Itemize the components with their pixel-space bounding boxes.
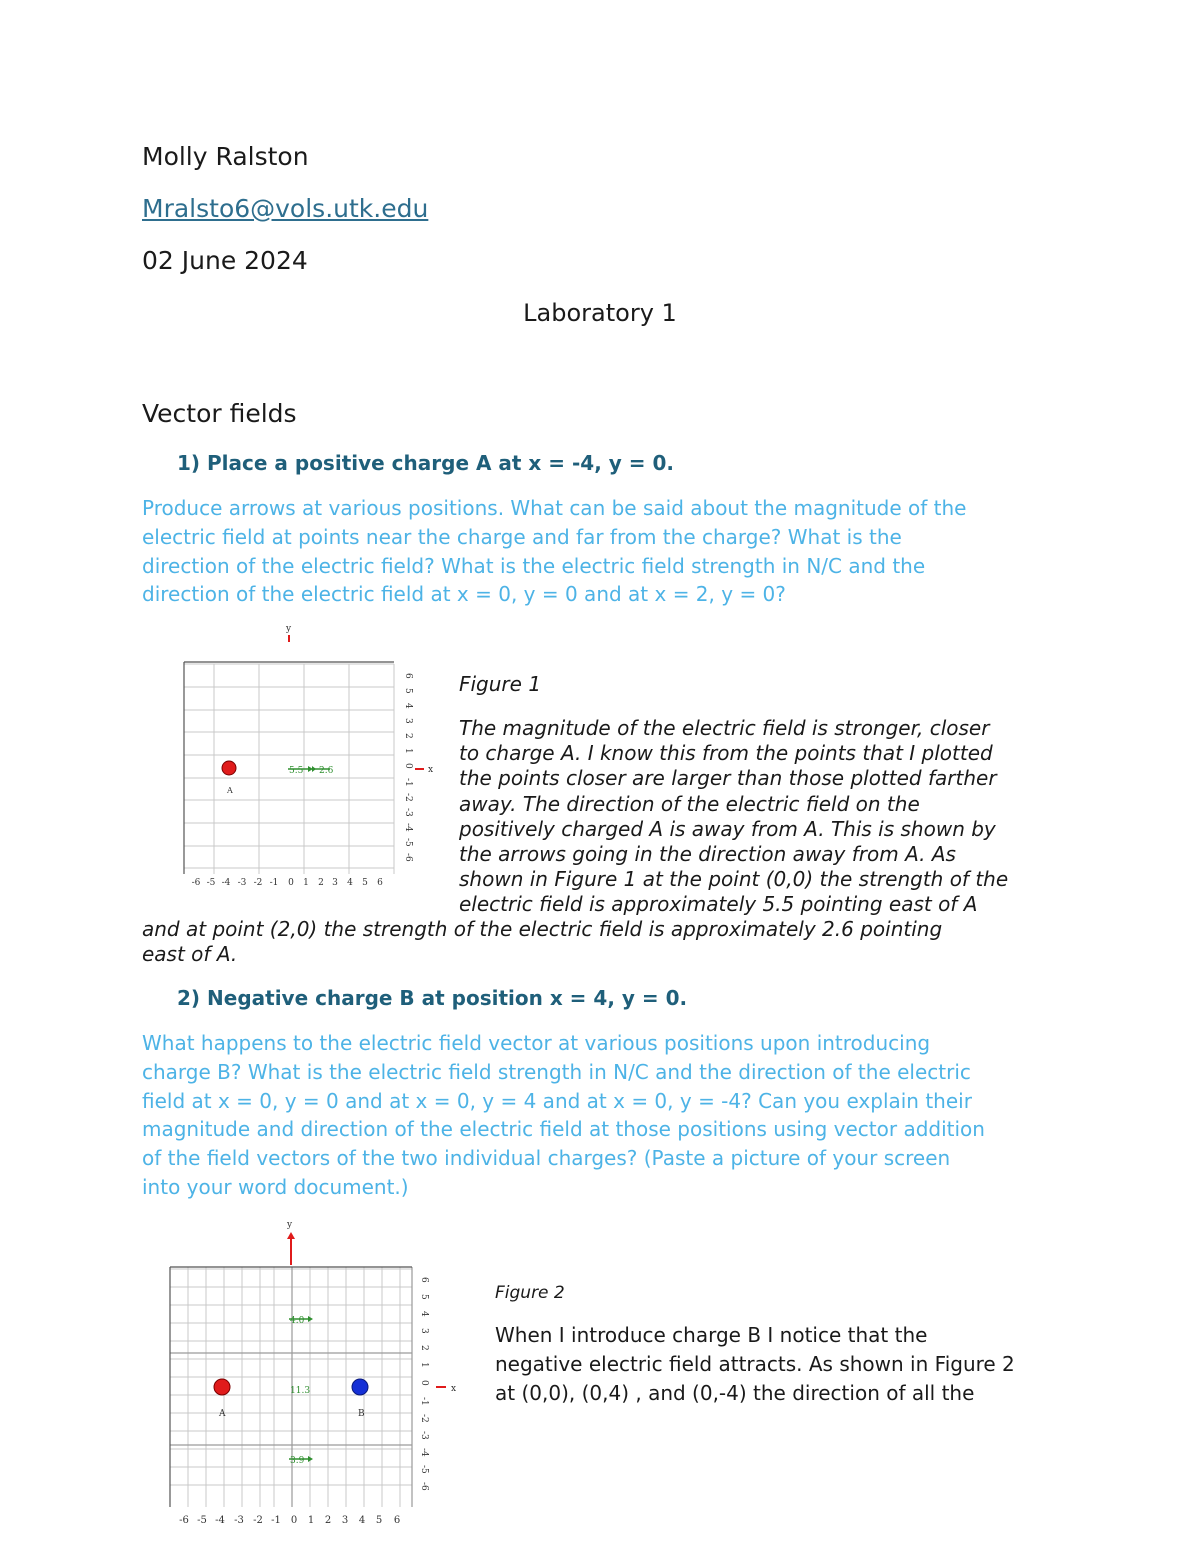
answer-line: at (0,0), (0,4) , and (0,-4) the direction of all the [495,1381,975,1405]
x-tick: 5 [362,878,368,888]
y-tick: -2 [419,1414,429,1423]
x-tick: 3 [341,1515,349,1526]
x-tick: -6 [179,1515,189,1526]
x-tick: -4 [221,878,231,888]
field-vector-value: 4.0 [290,1316,305,1326]
y-tick: -4 [403,823,413,832]
section-heading-vector-fields: Vector fields [142,399,297,428]
x-tick: 6 [393,1515,401,1526]
x-tick: 2 [318,878,324,888]
answer-line: away. The direction of the electric field on the [459,791,920,816]
prompt-line: into your word document.) [142,1174,409,1199]
charge-a-positive [222,761,236,775]
figure-2-field-plot [160,1215,470,1530]
answer-1-wrapped [459,716,1008,918]
x-tick: -2 [253,1515,263,1526]
x-tick: 1 [303,878,309,888]
y-tick: -1 [419,1397,429,1406]
x-tick: 5 [375,1515,383,1526]
y-tick: 3 [419,1328,429,1334]
figure-1-caption: Figure 1 [459,672,542,696]
answer-line: shown in Figure 1 at the point (0,0) the strength of the [459,867,1009,892]
prompt-line: of the field vectors of the two individual charges? (Paste a picture of your screen [142,1146,951,1171]
y-tick: 6 [403,673,413,679]
prompt-line: charge B? What is the electric field strength in N/C and the direction of the electric [142,1059,971,1084]
x-tick: -5 [197,1515,207,1526]
y-tick: 5 [419,1294,429,1300]
question-1-title: 1) Place a positive charge A at x = -4, y = 0. [177,451,675,475]
x-tick: 1 [307,1515,315,1526]
prompt-line: field at x = 0, y = 0 and at x = 0, y = 4 and at x = 0, y = -4? Can you explain their [142,1088,972,1113]
x-tick: -1 [271,1515,281,1526]
y-tick: -5 [419,1465,429,1474]
charge-b-negative [352,1379,368,1395]
x-tick: -2 [253,878,263,888]
y-tick: -3 [419,1431,429,1440]
answer-2 [495,1321,1015,1408]
prompt-line: direction of the electric field? What is the electric field strength in N/C and the [142,553,926,578]
prompt-line: Produce arrows at various positions. What can be said about the magnitude of the [142,496,967,520]
field-vector-value: 11.3 [290,1386,311,1396]
answer-line: the arrows going in the direction away from A. As [459,842,956,867]
answer-line: to charge A. I know this from the points that I plotted [459,741,993,766]
y-tick: 3 [403,718,413,724]
y-tick: 2 [403,733,413,739]
y-tick: -3 [403,808,413,817]
y-tick: 4 [419,1311,429,1317]
x-tick: 3 [332,878,338,888]
document-date: 02 June 2024 [142,246,308,275]
y-tick: 0 [419,1380,429,1386]
x-tick: 4 [358,1515,366,1526]
figure-1-field-plot [170,618,440,892]
prompt-line: magnitude and direction of the electric field at those positions using vector addition [142,1117,985,1142]
prompt-line: direction of the electric field at x = 0, y = 0 and at x = 2, y = 0? [142,582,786,607]
y-tick: 1 [403,748,413,754]
x-tick: -6 [191,878,201,888]
question-1-prompt [142,494,1072,609]
y-tick: 1 [419,1362,429,1368]
answer-line: the points closer are larger than those plotted farther [459,766,997,791]
field-vector-value: 5.5 [289,766,304,776]
x-tick: -5 [206,878,216,888]
y-tick: -1 [403,778,413,787]
field-vector-value: 2.6 [319,766,334,776]
figure-2-caption: Figure 2 [495,1283,565,1303]
prompt-line: electric field at points near the charge and far from the charge? What is the [142,524,902,549]
question-2-title: 2) Negative charge B at position x = 4, y = 0. [177,986,688,1010]
answer-line: When I introduce charge B I notice that the [495,1323,928,1347]
x-tick: 6 [377,878,383,888]
figure-2-x-axis-label: x [451,1384,457,1394]
x-tick: -3 [234,1515,244,1526]
document-title: Laboratory 1 [523,299,677,327]
y-tick: -6 [419,1482,429,1491]
answer-line: The magnitude of the electric field is stronger, closer [459,716,990,740]
y-tick: 4 [403,703,413,709]
x-tick: 4 [347,878,353,888]
charge-a-label: A [227,786,233,795]
answer-line: negative electric field attracts. As shown in Figure 2 [495,1352,1015,1376]
y-tick: 2 [419,1345,429,1351]
y-tick: -2 [403,793,413,802]
figure-1-x-axis-label: x [428,765,434,775]
charge-a-positive [214,1379,230,1395]
x-tick: 0 [290,1515,298,1526]
answer-line: and at point (2,0) the strength of the electric field is approximately 2.6 pointing [142,917,943,941]
charge-a-label: A [219,1409,226,1419]
x-tick: 0 [288,878,294,888]
author-name: Molly Ralston [142,142,309,171]
figure-1-y-axis-label: y [286,624,292,634]
answer-line: positively charged A is away from A. This is shown by [459,816,996,841]
answer-1-full-width [142,917,942,967]
answer-line: electric field is approximately 5.5 pointing east of A [459,892,978,917]
figure-2-y-axis-label: y [287,1220,293,1230]
x-tick: 2 [324,1515,332,1526]
y-tick: 6 [419,1277,429,1283]
field-vector-value: 3.9 [290,1456,305,1466]
y-tick: -6 [403,853,413,862]
prompt-line: What happens to the electric field vector at various positions upon introducing [142,1031,931,1055]
author-email-link[interactable]: Mralsto6@vols.utk.edu [142,194,429,223]
answer-line: east of A. [142,942,238,967]
y-tick: -4 [419,1448,429,1457]
y-tick: 0 [403,763,413,769]
x-tick: -4 [215,1515,225,1526]
y-tick: 5 [403,688,413,694]
x-tick: -1 [269,878,279,888]
y-tick: -5 [403,838,413,847]
x-tick: -3 [237,878,247,888]
question-2-prompt [142,1029,1072,1202]
charge-b-label: B [358,1409,365,1419]
